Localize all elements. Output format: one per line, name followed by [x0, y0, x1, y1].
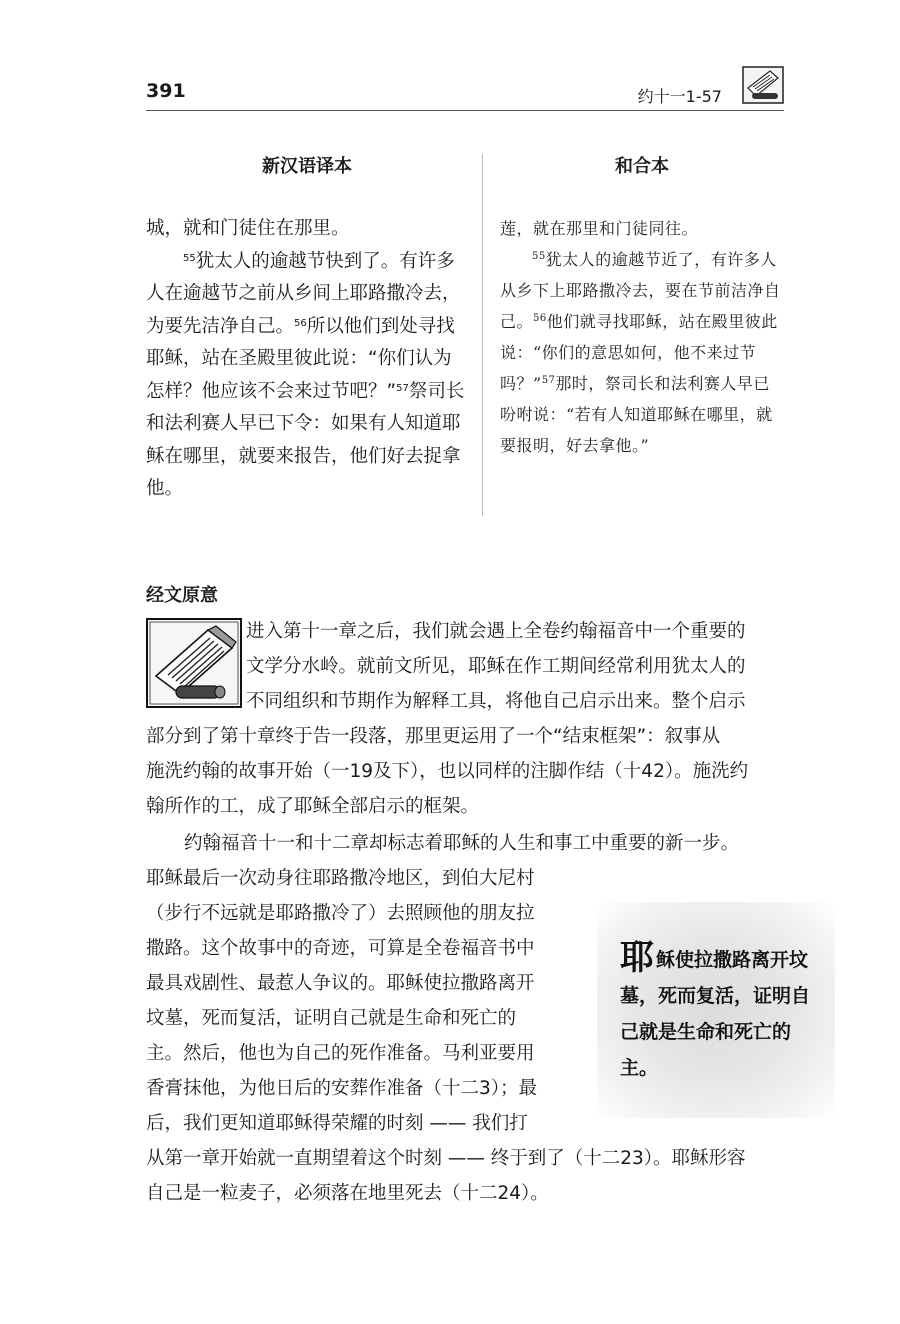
text-line: 主。然后，他也为自己的死作准备。马利亚要用 [146, 1043, 535, 1064]
verse-number: 56 [294, 317, 307, 329]
text-line: 翰所作的工，成了耶稣全部启示的框架。 [146, 796, 480, 817]
text-line: 约翰福音十一和十二章却标志着耶稣的人生和事工中重要的新一步。 [184, 833, 740, 854]
text-line: 从第一章开始就一直期望着这个时刻 —— 终于到了（十二23）。耶稣形容 [146, 1148, 746, 1169]
verse-text: 犹太人的逾越节快到了。有许多人在逾越节之前从乡间上耶路撒冷去，为要先洁净自己。 [146, 250, 461, 337]
right-column-text [500, 213, 784, 461]
text-line: 文学分水岭。就前文所见，耶稣在作工期间经常利用犹太人的 [246, 656, 746, 677]
left-column-text [146, 213, 468, 506]
verse-number: 57 [396, 382, 409, 394]
left-paragraph-2 [146, 246, 468, 506]
page-number: 391 [146, 80, 186, 102]
text-line: 撒路。这个故事中的奇迹，可算是全卷福音书中 [146, 938, 535, 959]
text-line: 后，我们更知道耶稣得荣耀的时刻 —— 我们打 [146, 1113, 528, 1134]
verse-text: 他们就寻找耶稣，站在殿里彼此说：“你们的意思如何，他不来过节吗？” [500, 312, 778, 393]
commentary-paragraph-1 [146, 614, 784, 824]
drop-cap: 耶 [620, 938, 654, 978]
verse-number: 57 [541, 375, 556, 386]
text-line: 坟墓，死而复活，证明自己就是生命和死亡的 [146, 1008, 517, 1029]
right-column-title: 和合本 [615, 156, 669, 177]
verse-number: 55 [532, 251, 546, 262]
right-paragraph-2 [500, 244, 784, 461]
pull-quote-body: 稣使拉撒路离开坟墓，死而复活，证明自己就是生命和死亡的主。 [620, 949, 811, 1079]
pull-quote-text [620, 940, 820, 1086]
verse-number: 55 [183, 252, 196, 264]
section-heading: 经文原意 [146, 585, 218, 606]
chapter-reference: 约十一1-57 [637, 87, 722, 106]
text-line: 施洗约翰的故事开始（一19及下），也以同样的注脚作结（十42）。施洗约 [146, 761, 749, 782]
pull-quote [597, 902, 835, 1118]
text-line: 进入第十一章之后，我们就会遇上全卷约翰福音中一个重要的 [246, 621, 746, 642]
left-column-title: 新汉语译本 [262, 156, 352, 177]
verse-text: 祭司长和法利赛人早已下令：如果有人知道耶稣在哪里，就要来报告，他们好去捉拿他。 [146, 380, 465, 499]
column-divider [482, 154, 483, 516]
text-line: 香膏抹他，为他日后的安葬作准备（十二3）；最 [146, 1078, 538, 1099]
page-header [146, 78, 784, 111]
text-line: （步行不远就是耶路撒冷了）去照顾他的朋友拉 [146, 903, 535, 924]
left-paragraph-1: 城，就和门徒住在那里。 [146, 218, 350, 239]
verse-number: 56 [533, 313, 547, 324]
verse-text: 犹太人的逾越节近了，有许多人从乡下上耶路撒冷去，要在节前洁净自己。 [500, 250, 781, 331]
scroll-icon [742, 66, 784, 104]
right-paragraph-1: 莲，就在那里和门徒同往。 [500, 219, 699, 238]
text-line: 不同组织和节期作为解释工具，将他自己启示出来。整个启示 [246, 691, 746, 712]
text-line: 最具戏剧性、最惹人争议的。耶稣使拉撒路离开 [146, 973, 535, 994]
text-line: 自己是一粒麦子，必须落在地里死去（十二24）。 [146, 1183, 549, 1204]
verse-text: 所以他们到处寻找耶稣，站在圣殿里彼此说：“你们认为怎样？他应该不会来过节吧？” [146, 315, 455, 402]
text-line: 耶稣最后一次动身往耶路撒冷地区，到伯大尼村 [146, 868, 535, 889]
verse-text: 那时，祭司长和法利赛人早已吩咐说：“若有人知道耶稣在哪里，就要报明，好去拿他。” [500, 374, 773, 455]
text-line: 部分到了第十章终于告一段落，那里更运用了一个“结束框架”：叙事从 [146, 726, 721, 747]
